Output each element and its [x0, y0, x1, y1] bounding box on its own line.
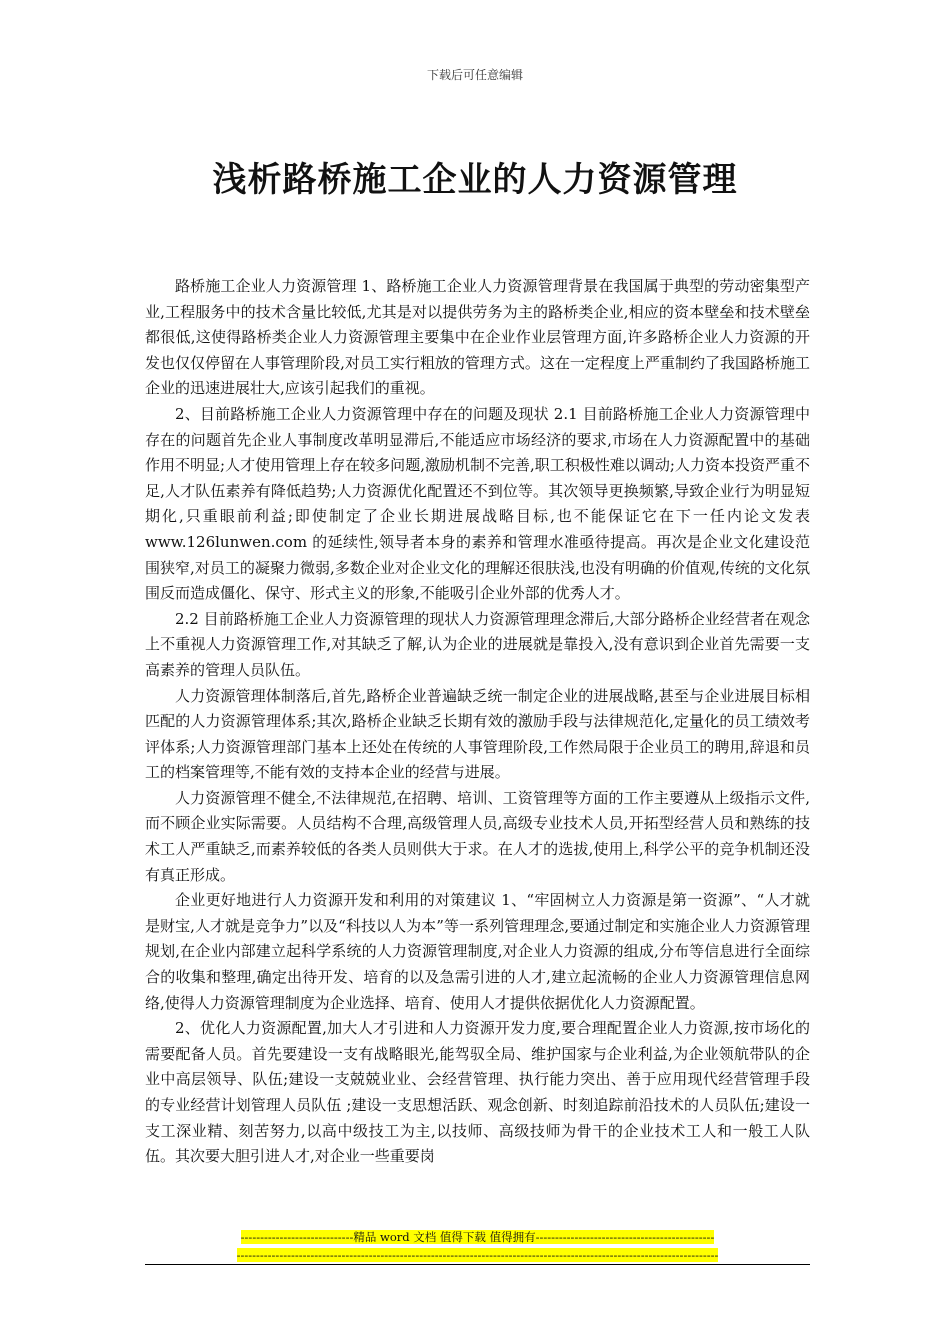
- footer-banner-line: ----------------------------------------------------------------------------------------------------------------------------: [236, 1248, 719, 1262]
- paragraph: 路桥施工企业人力资源管理 1、路桥施工企业人力资源管理背景在我国属于典型的劳动密集型产业,工程服务中的技术含量比较低,尤其是对以提供劳务为主的路桥类企业,相应的资本壁垒和技术壁垒都很低,这使得路桥类企业人力资源管理主要集中在企业作业层管理方面,许多路桥企业人力资源的开发也仅仅停留在人事管理阶段,对员工实行粗放的管理方式。这在一定程度上严重制约了我国路桥施工企业的迅速进展壮大,应该引起我们的重视。: [145, 277, 810, 398]
- footer-banner: [145, 1228, 810, 1264]
- document-body: [145, 274, 810, 1170]
- document-title: 浅析路桥施工企业的人力资源管理: [212, 160, 738, 200]
- footer-divider: [145, 1264, 810, 1265]
- paragraph: 企业更好地进行人力资源开发和利用的对策建议 1、“牢固树立人力资源是第一资源”、“人才就是财宝,人才就是竞争力”以及“科技以人为本”等一系列管理理念,要通过制定和实施企业人力资源管理规划,在企业内部建立起科学系统的人力资源管理制度,对企业人力资源的组成,分布等信息进行全面综合的收集和整理,确定出待开发、培育的以及急需引进的人才,建立起流畅的企业人力资源管理信息网络,使得人力资源管理制度为企业选择、培育、使用人才提供依据优化人力资源配置。: [145, 891, 810, 1012]
- paragraph: 2、目前路桥施工企业人力资源管理中存在的问题及现状 2.1 目前路桥施工企业人力资源管理中存在的问题首先企业人事制度改革明显滞后,不能适应市场经济的要求,市场在人力资源配置中的基础作用不明显;人才使用管理上存在较多问题,激励机制不完善,职工积极性难以调动;人力资本投资严重不足,人才队伍素养有降低趋势;人力资源优化配置还不到位等。其次领导更换频繁,导致企业行为明显短期化,只重眼前利益;即使制定了企业长期进展战略目标,也不能保证它在下一任内论文发表 www.126lunwen.com 的延续性,领导者本身的素养和管理水准亟待提高。再次是企业文化建设范围狭窄,对员工的凝聚力微弱,多数企业对企业文化的理解还很肤浅,也没有明确的价值观,传统的文化氛围反而造成僵化、保守、形式主义的形象,不能吸引企业外部的优秀人才。: [145, 404, 810, 603]
- header-note: 下载后可任意编辑: [426, 68, 523, 82]
- paragraph: 人力资源管理体制落后,首先,路桥企业普遍缺乏统一制定企业的进展战略,甚至与企业进展目标相匹配的人力资源管理体系;其次,路桥企业缺乏长期有效的激励手段与法律规范化,定量化的员工绩效考评体系;人力资源管理部门基本上还处在传统的人事管理阶段,工作然局限于企业员工的聘用,辞退和员工的档案管理等,不能有效的支持本企业的经营与进展。: [145, 686, 810, 782]
- paragraph: 2.2 目前路桥施工企业人力资源管理的现状人力资源管理理念滞后,大部分路桥企业经营者在观念上不重视人力资源管理工作,对其缺乏了解,认为企业的进展就是靠投入,没有意识到企业首先需要一支高素养的管理人员队伍。: [145, 609, 810, 679]
- footer-banner-line: -----------------------------精品 word 文档 值得下载 值得拥有----------------------------------------------: [240, 1230, 715, 1244]
- paragraph: 2、优化人力资源配置,加大人才引进和人力资源开发力度,要合理配置企业人力资源,按市场化的需要配备人员。首先要建设一支有战略眼光,能驾驭全局、维护国家与企业利益,为企业领航带队的企业中高层领导、队伍;建设一支兢兢业业、会经营管理、执行能力突出、善于应用现代经营管理手段的专业经营计划管理人员队伍 ;建设一支思想活跃、观念创新、时刻追踪前沿技术的人员队伍;建设一支工深业精、刻苦努力,以高中级技工为主,以技师、高级技师为骨干的企业技术工人和一般工人队伍。其次要大胆引进人才,对企业一些重要岗: [145, 1019, 810, 1166]
- paragraph: 人力资源管理不健全,不法律规范,在招聘、培训、工资管理等方面的工作主要遵从上级指示文件,而不顾企业实际需要。人员结构不合理,高级管理人员,高级专业技术人员,开拓型经营人员和熟练的技术工人严重缺乏,而素养较低的各类人员则供大于求。在人才的选拔,使用上,科学公平的竞争机制还没有真正形成。: [145, 788, 810, 884]
